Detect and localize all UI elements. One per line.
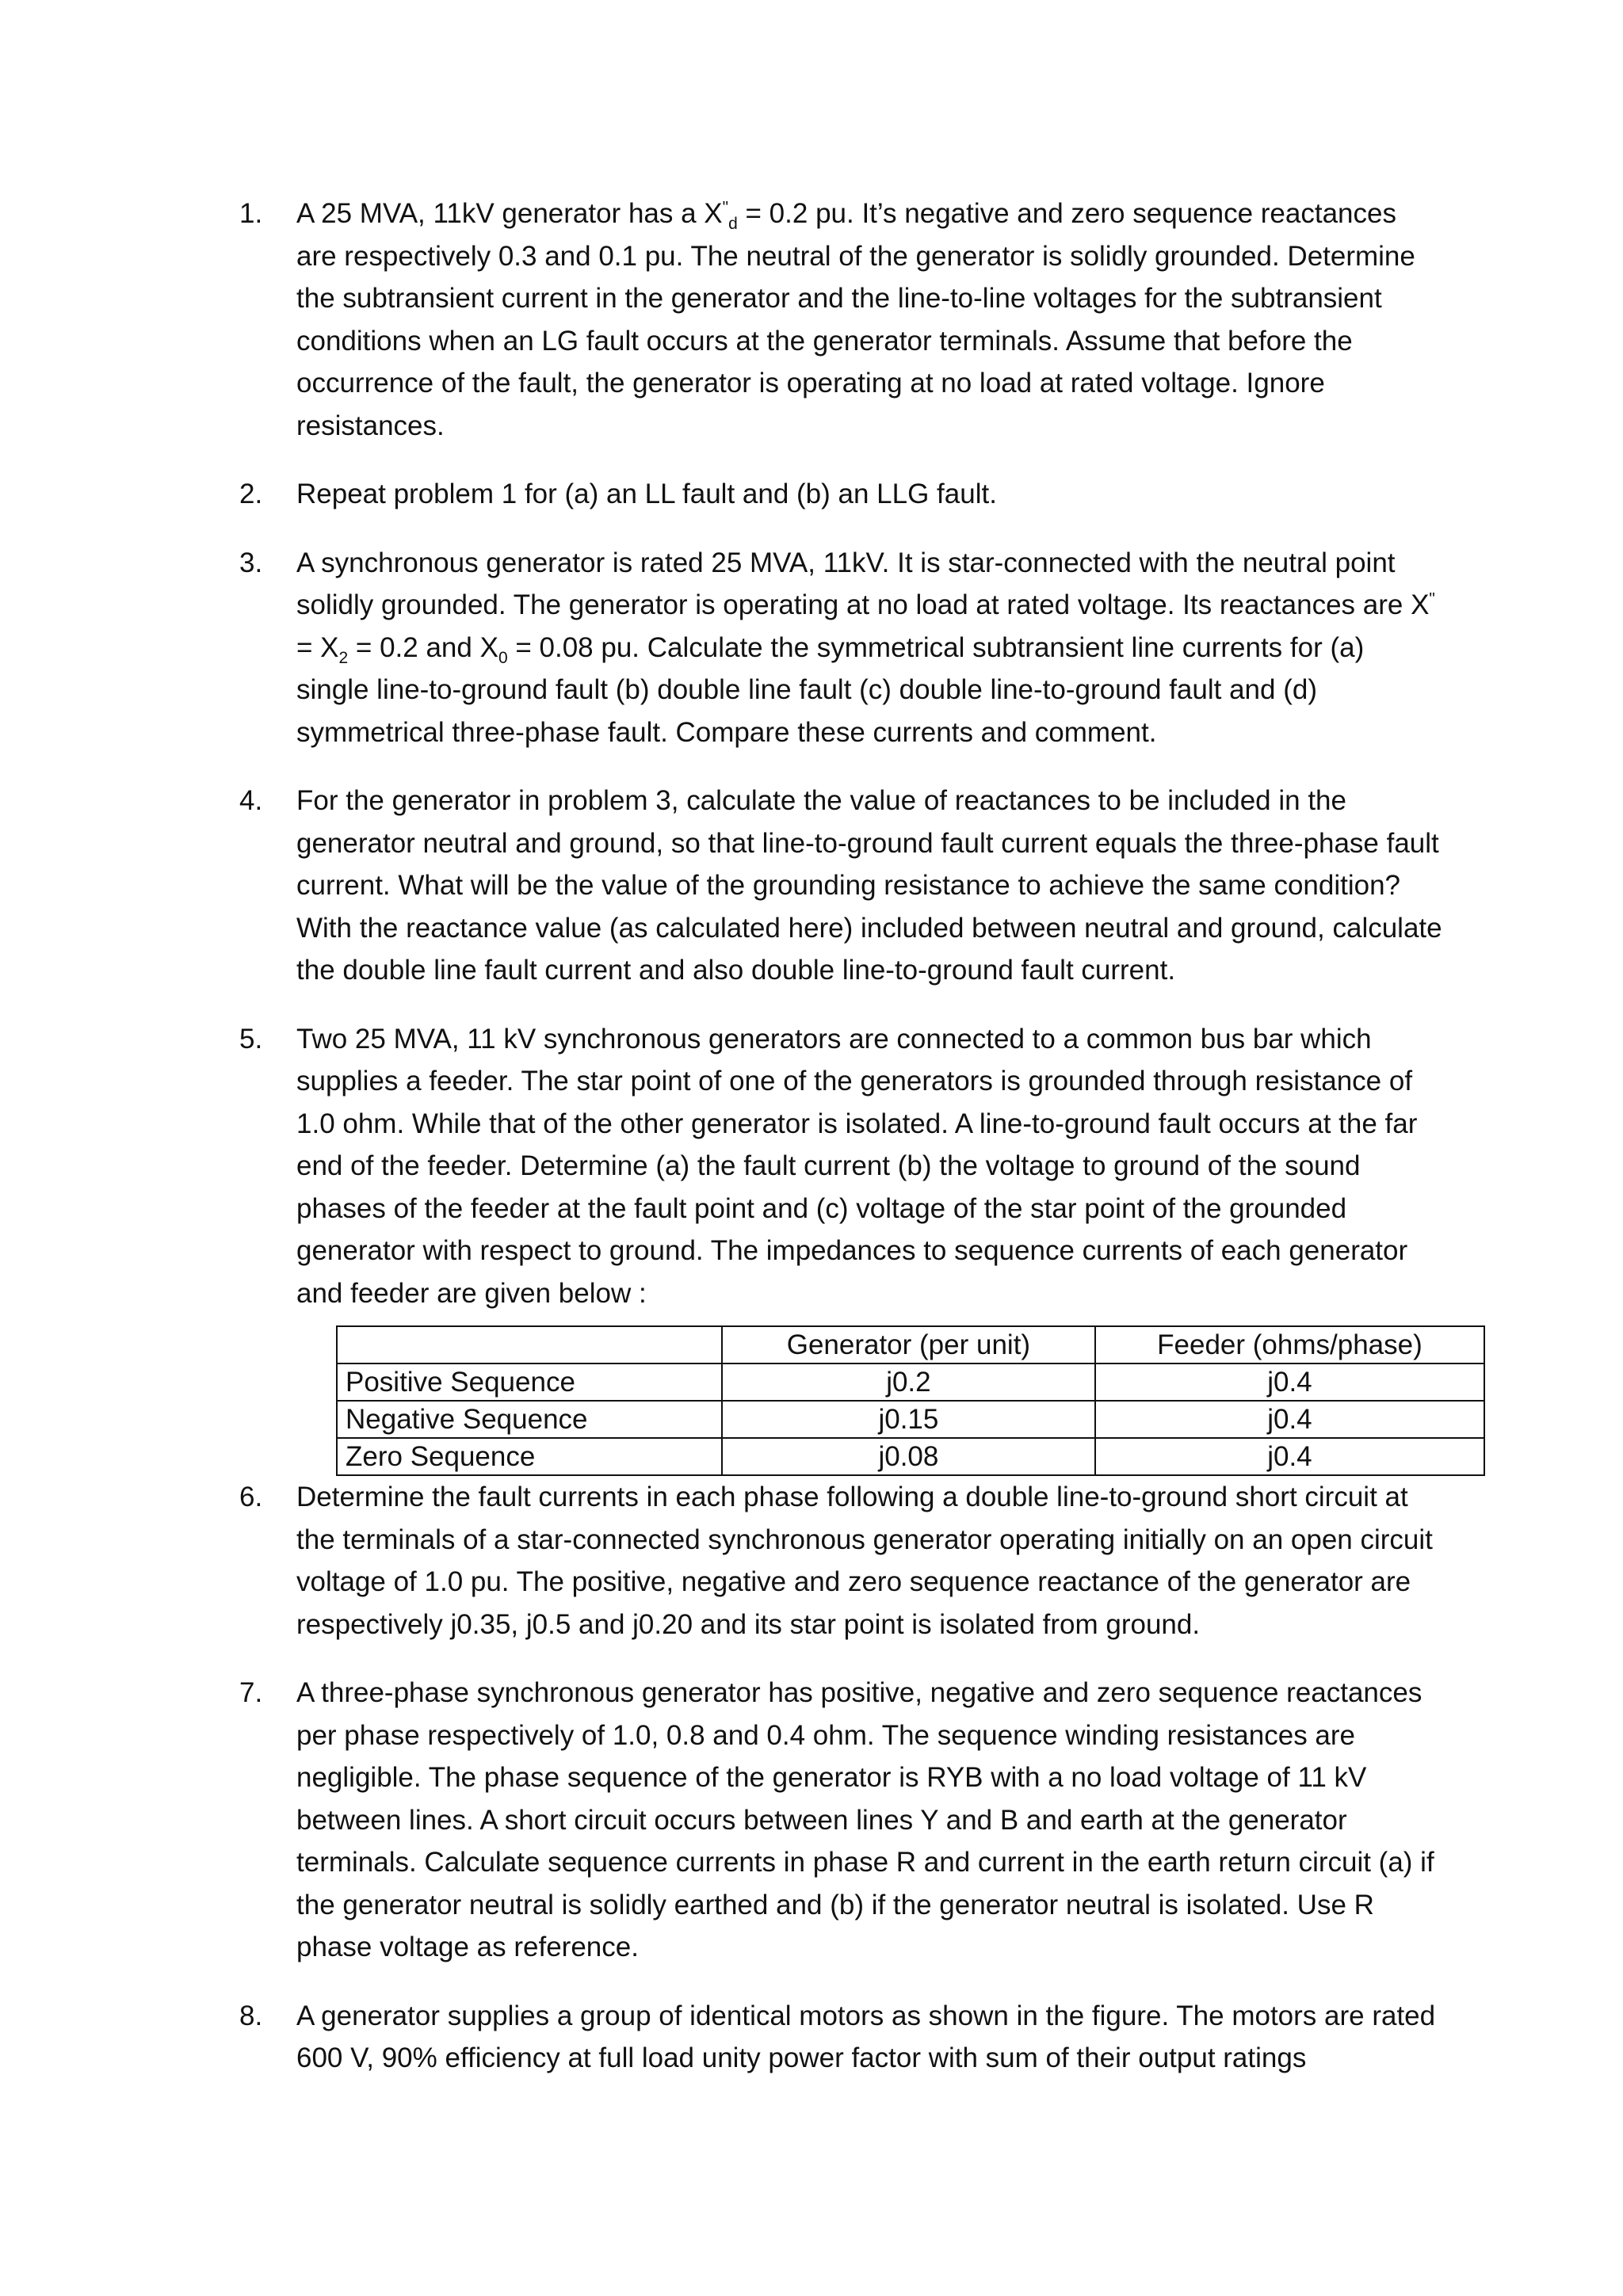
table-row: [337, 1438, 1484, 1475]
problem-text: A 25 MVA, 11kV generator has a $X^"_d = 0.2$ pu. It’s negative and zero sequence reactances are respectively 0.3 and 0.1 pu. The neutral of the generator is solidly grounded. Determine the subtransient current in the generator and the line-to-line voltages for the subtransient conditions when an LG fault occurs at the generator terminals. Assume that before the occurrence of the fault, the generator is operating at no load at rated voltage. Ignore resistances.: [296, 198, 1415, 441]
table-cell: Negative Sequence: [337, 1401, 722, 1438]
table-header-cell: [337, 1326, 722, 1363]
table-cell: j0.4: [1095, 1401, 1484, 1438]
problem-3: [239, 542, 1444, 754]
problem-text: A synchronous generator is rated 25 MVA, 11kV. It is star-connected with the neutral point solidly grounded. The generator is operating at no load at rated voltage. Its reactances are $X^" = X_2 = 0.2$ and $X_0 = 0.08$ pu. Calculate the symmetrical subtransient line currents for (a) single line-to-ground fault (b) double line fault (c) double line-to-ground fault and (d) symmetrical three-phase fault. Compare these currents and comment.: [296, 547, 1435, 748]
table-cell: Zero Sequence: [337, 1438, 722, 1475]
table-cell: j0.4: [1095, 1438, 1484, 1475]
problem-4: [239, 780, 1444, 992]
table-header-cell: Generator (per unit): [722, 1326, 1095, 1363]
problem-text: For the generator in problem 3, calculate the value of reactances to be included in the generator neutral and ground, so that line-to-ground fault current equals the three-phase fault current. What will be the value of the grounding resistance to achieve the same condition? With the reactance value (as calculated here) included between neutral and ground, calculate the double line fault current and also double line-to-ground fault current.: [296, 785, 1442, 986]
problem-number: 5.: [239, 1023, 263, 1055]
problem-2: [239, 473, 1444, 516]
problem-number: 2.: [239, 479, 263, 509]
table-cell: j0.4: [1095, 1363, 1484, 1401]
problem-text: Determine the fault currents in each phase following a double line-to-ground short circuit at the terminals of a star-connected synchronous generator operating initially on an open circuit voltage of 1.0 pu. The positive, negative and zero sequence reactance of the generator are respectively j0.35, j0.5 and j0.20 and its star point is isolated from ground.: [296, 1482, 1433, 1640]
problem-text: A generator supplies a group of identical motors as shown in the figure. The motors are rated 600 V, 90% efficiency at full load unity power factor with sum of their output ratings: [296, 2000, 1436, 2073]
table-cell: j0.15: [722, 1401, 1095, 1438]
problem-number: 6.: [239, 1482, 263, 1512]
problem-7: [239, 1672, 1444, 1969]
problem-5: [239, 1018, 1444, 1477]
problem-number: 1.: [239, 198, 263, 229]
problem-number: 3.: [239, 547, 263, 578]
table-cell: Positive Sequence: [337, 1363, 722, 1401]
table-row: [337, 1401, 1484, 1438]
table-header-row: [337, 1326, 1484, 1363]
table-row: [337, 1363, 1484, 1401]
problem-number: 8.: [239, 2000, 263, 2031]
problem-1: [239, 193, 1444, 447]
problem-number: 4.: [239, 785, 263, 816]
problem-text: Repeat problem 1 for (a) an LL fault and (b) an LLG fault.: [296, 479, 997, 509]
problem-text: A three-phase synchronous generator has positive, negative and zero sequence reactances per phase respectively of 1.0, 0.8 and 0.4 ohm. The sequence winding resistances are negligible. The phase sequence of the generator is RYB with a no load voltage of 11 kV between lines. A short circuit occurs between lines Y and B and earth at the generator terminals. Calculate sequence currents in phase R and current in the earth return circuit (a) if the generator neutral is solidly earthed and (b) if the generator neutral is isolated. Use R phase voltage as reference.: [296, 1677, 1434, 1962]
table-cell: j0.2: [722, 1363, 1095, 1401]
problem-8: [239, 1995, 1444, 2080]
table-cell: j0.08: [722, 1438, 1095, 1475]
problem-list: [239, 193, 1444, 2080]
problem-number: 7.: [239, 1677, 263, 1708]
problem-6: [239, 1476, 1444, 1646]
impedance-table: [336, 1325, 1485, 1476]
problem-text: Two 25 MVA, 11 kV synchronous generators are connected to a common bus bar which supplies a feeder. The star point of one of the generators is grounded through resistance of 1.0 ohm. While that of the other generator is isolated. A line-to-ground fault occurs at the far end of the feeder. Determine (a) the fault current (b) the voltage to ground of the sound phases of the feeder at the fault point and (c) voltage of the star point of the grounded generator with respect to ground. The impedances to sequence currents of each generator and feeder are given below :: [296, 1023, 1418, 1309]
table-header-cell: Feeder (ohms/phase): [1095, 1326, 1484, 1363]
